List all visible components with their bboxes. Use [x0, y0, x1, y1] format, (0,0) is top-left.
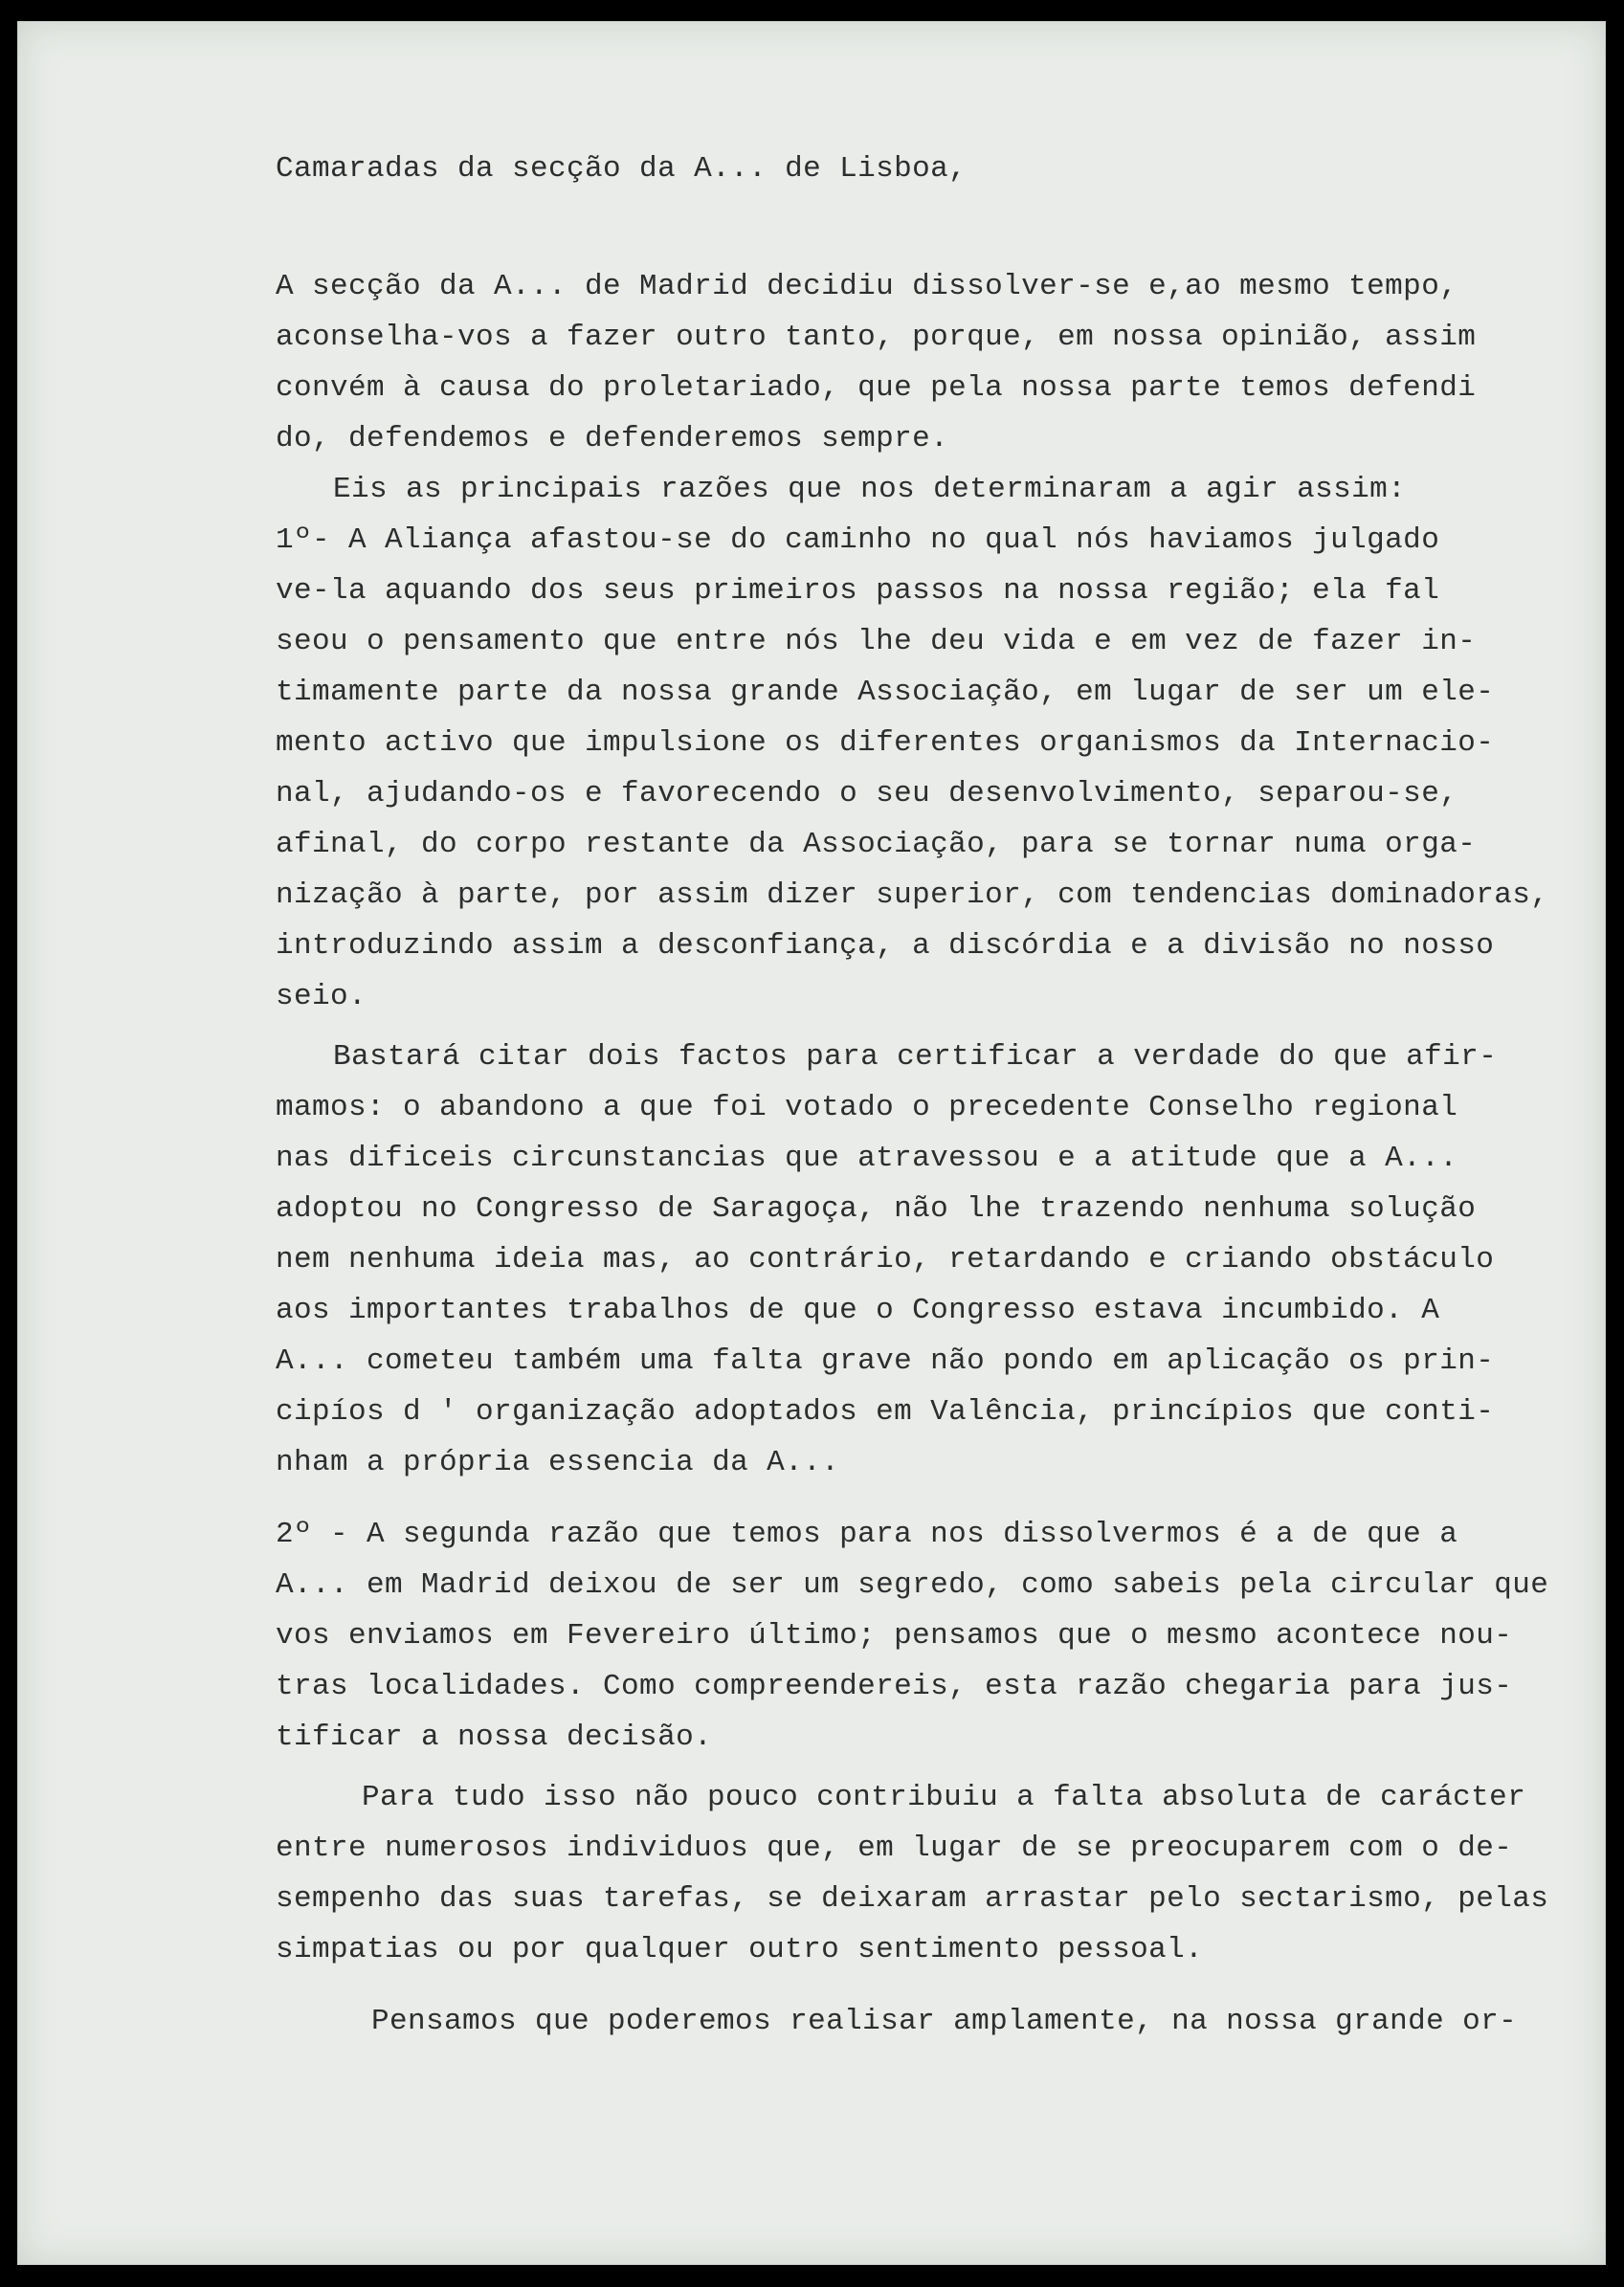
text-line: mento activo que impulsione os diferentes organismos da Internacio-: [276, 726, 1495, 760]
paragraph-6: [276, 1996, 1577, 2047]
text-line: nal, ajudando-os e favorecendo o seu desenvolvimento, separou-se,: [276, 777, 1458, 810]
text-line: convém à causa do proletariado, que pela nossa parte temos defendi: [276, 371, 1477, 405]
text-line: sempenho das suas tarefas, se deixaram arrastar pelo sectarismo, pelas: [276, 1882, 1549, 1916]
text-line: timamente parte da nossa grande Associação, em lugar de ser um ele-: [276, 676, 1495, 709]
text-line: seou o pensamento que entre nós lhe deu vida e em vez de fazer in-: [276, 625, 1477, 658]
text-line: A... cometeu também uma falta grave não pondo em aplicação os prin-: [276, 1344, 1495, 1378]
text-line: aos importantes trabalhos de que o Congresso estava incumbido. A: [276, 1294, 1440, 1327]
text-line: simpatias ou por qualquer outro sentimento pessoal.: [276, 1933, 1204, 1966]
paragraph-5: [276, 1772, 1577, 1975]
paragraph-2: [276, 464, 1577, 1022]
text-line: Pensamos que poderemos realisar amplamente, na nossa grande or-: [371, 2005, 1518, 2038]
text-line: 2º - A segunda razão que temos para nos dissolvermos é a de que a: [276, 1518, 1458, 1551]
text-line: nem nenhuma ideia mas, ao contrário, retardando e criando obstáculo: [276, 1243, 1495, 1277]
text-line: Eis as principais razões que nos determinaram a agir assim:: [333, 473, 1407, 506]
text-line: Para tudo isso não pouco contribuiu a falta absoluta de carácter: [362, 1781, 1526, 1814]
text-line: mamos: o abandono a que foi votado o precedente Conselho regional: [276, 1091, 1458, 1124]
text-line: afinal, do corpo restante da Associação, para se tornar numa orga-: [276, 828, 1477, 861]
text-line: A secção da A... de Madrid decidiu dissolver-se e,ao mesmo tempo,: [276, 270, 1458, 303]
text-line: 1º- A Aliança afastou-se do caminho no qual nós haviamos julgado: [276, 523, 1440, 557]
text-line: nização à parte, por assim dizer superior, com tendencias dominadoras,: [276, 878, 1549, 912]
paragraph-1: [276, 261, 1577, 464]
text-line: introduzindo assim a desconfiança, a discórdia e a divisão no nosso: [276, 929, 1495, 963]
typed-letter: [276, 144, 1577, 2047]
text-line: vos enviamos em Fevereiro último; pensamos que o mesmo acontece nou-: [276, 1619, 1513, 1653]
text-line: A... em Madrid deixou de ser um segredo, como sabeis pela circular que: [276, 1568, 1549, 1602]
paragraph-4: [276, 1509, 1577, 1763]
salutation-line: Camaradas da secção da A... de Lisboa,: [276, 152, 968, 186]
text-line: ve-la aquando dos seus primeiros passos na nossa região; ela fal: [276, 574, 1440, 608]
text-line: do, defendemos e defenderemos sempre.: [276, 422, 949, 455]
text-line: aconselha-vos a fazer outro tanto, porque, em nossa opinião, assim: [276, 321, 1477, 354]
text-line: Bastará citar dois factos para certificar a verdade do que afir-: [333, 1040, 1498, 1074]
text-line: entre numerosos individuos que, em lugar de se preocuparem com o de-: [276, 1832, 1513, 1865]
text-line: tificar a nossa decisão.: [276, 1721, 713, 1754]
text-line: nham a própria essencia da A...: [276, 1446, 840, 1479]
text-line: cipíos d ' organização adoptados em Valência, princípios que conti-: [276, 1395, 1495, 1429]
paragraph-3: [276, 1032, 1577, 1488]
text-line: seio.: [276, 980, 367, 1013]
text-line: nas dificeis circunstancias que atravessou e a atitude que a A...: [276, 1142, 1458, 1175]
text-line: adoptou no Congresso de Saragoça, não lhe trazendo nenhuma solução: [276, 1192, 1477, 1226]
text-line: tras localidades. Como compreendereis, esta razão chegaria para jus-: [276, 1670, 1513, 1703]
